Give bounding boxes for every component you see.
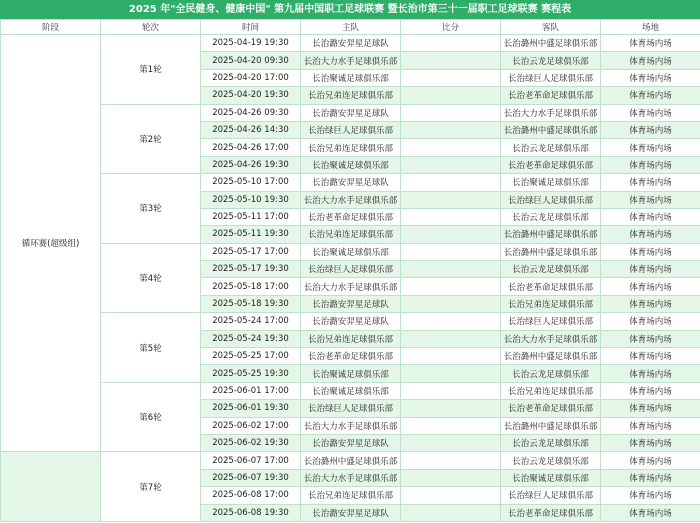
away-team-cell: 长治潞州中盛足球俱乐部 [501, 121, 601, 138]
score-cell [401, 348, 501, 365]
home-team-cell: 长治潞安羿星足球队 [301, 434, 401, 451]
away-team-cell: 长治聚诚足球俱乐部 [501, 174, 601, 191]
away-team-cell: 长治云龙足球俱乐部 [501, 365, 601, 382]
score-cell [401, 156, 501, 173]
score-cell [401, 139, 501, 156]
score-cell [401, 452, 501, 469]
home-team-cell: 长治潞安羿星足球队 [301, 313, 401, 330]
score-cell [401, 365, 501, 382]
round-cell: 第6轮 [101, 382, 201, 452]
table-row [1, 382, 700, 399]
score-cell [401, 208, 501, 225]
time-cell: 2025-04-20 19:30 [201, 87, 301, 104]
venue-cell: 体育场内场 [601, 121, 700, 138]
time-cell: 2025-04-26 14:30 [201, 121, 301, 138]
home-team-cell: 长治聚诚足球俱乐部 [301, 156, 401, 173]
table-row [1, 313, 700, 330]
away-team-cell: 长治绿巨人足球俱乐部 [501, 313, 601, 330]
home-team-cell: 长治兄弟连足球俱乐部 [301, 87, 401, 104]
round-cell: 第2轮 [101, 104, 201, 174]
home-team-cell: 长治潞州中盛足球俱乐部 [301, 452, 401, 469]
stage-cell: 循环赛(超级组) [1, 35, 101, 452]
time-cell: 2025-05-11 17:00 [201, 208, 301, 225]
away-team-cell: 长治老革命足球俱乐部 [501, 400, 601, 417]
venue-cell: 体育场内场 [601, 69, 700, 86]
away-team-cell: 长治云龙足球俱乐部 [501, 261, 601, 278]
venue-cell: 体育场内场 [601, 313, 700, 330]
table-row [1, 174, 700, 191]
score-cell [401, 121, 501, 138]
time-cell: 2025-05-24 19:30 [201, 330, 301, 347]
away-team-cell: 长治老革命足球俱乐部 [501, 504, 601, 521]
score-cell [401, 278, 501, 295]
score-cell [401, 69, 501, 86]
home-team-cell: 长治聚诚足球俱乐部 [301, 382, 401, 399]
home-team-cell: 长治聚诚足球俱乐部 [301, 69, 401, 86]
away-team-cell: 长治绿巨人足球俱乐部 [501, 191, 601, 208]
round-cell: 第5轮 [101, 313, 201, 383]
time-cell: 2025-04-26 19:30 [201, 156, 301, 173]
venue-cell: 体育场内场 [601, 487, 700, 504]
round-cell: 第4轮 [101, 243, 201, 313]
away-team-cell: 长治绿巨人足球俱乐部 [501, 487, 601, 504]
home-team-cell: 长治聚诚足球俱乐部 [301, 243, 401, 260]
score-cell [401, 330, 501, 347]
home-team-cell: 长治潞安羿星足球队 [301, 295, 401, 312]
score-cell [401, 487, 501, 504]
venue-cell: 体育场内场 [601, 348, 700, 365]
time-cell: 2025-06-08 17:00 [201, 487, 301, 504]
away-team-cell: 长治潞州中盛足球俱乐部 [501, 35, 601, 52]
home-team-cell: 长治绿巨人足球俱乐部 [301, 121, 401, 138]
home-team-cell: 长治大力水手足球俱乐部 [301, 417, 401, 434]
venue-cell: 体育场内场 [601, 226, 700, 243]
venue-cell: 体育场内场 [601, 400, 700, 417]
venue-cell: 体育场内场 [601, 382, 700, 399]
time-cell: 2025-05-25 17:00 [201, 348, 301, 365]
away-team-cell: 长治大力水手足球俱乐部 [501, 104, 601, 121]
header-row [1, 20, 700, 35]
table-row [1, 243, 700, 260]
venue-cell: 体育场内场 [601, 191, 700, 208]
venue-cell: 体育场内场 [601, 156, 700, 173]
header-home: 主队 [301, 20, 401, 35]
header-away: 客队 [501, 20, 601, 35]
table-row [1, 35, 700, 52]
away-team-cell: 长治大力水手足球俱乐部 [501, 330, 601, 347]
score-cell [401, 226, 501, 243]
stage-cell-continued [1, 452, 101, 522]
home-team-cell: 长治大力水手足球俱乐部 [301, 191, 401, 208]
score-cell [401, 313, 501, 330]
home-team-cell: 长治兄弟连足球俱乐部 [301, 139, 401, 156]
home-team-cell: 长治兄弟连足球俱乐部 [301, 226, 401, 243]
venue-cell: 体育场内场 [601, 295, 700, 312]
score-cell [401, 382, 501, 399]
venue-cell: 体育场内场 [601, 35, 700, 52]
header-round: 轮次 [101, 20, 201, 35]
time-cell: 2025-06-08 19:30 [201, 504, 301, 521]
venue-cell: 体育场内场 [601, 365, 700, 382]
header-venue: 场地 [601, 20, 700, 35]
home-team-cell: 长治绿巨人足球俱乐部 [301, 261, 401, 278]
away-team-cell: 长治潞州中盛足球俱乐部 [501, 417, 601, 434]
away-team-cell: 长治云龙足球俱乐部 [501, 452, 601, 469]
venue-cell: 体育场内场 [601, 87, 700, 104]
score-cell [401, 434, 501, 451]
home-team-cell: 长治老革命足球俱乐部 [301, 208, 401, 225]
venue-cell: 体育场内场 [601, 243, 700, 260]
time-cell: 2025-05-25 19:30 [201, 365, 301, 382]
score-cell [401, 295, 501, 312]
header-stage: 阶段 [1, 20, 101, 35]
header-time: 时间 [201, 20, 301, 35]
time-cell: 2025-06-01 19:30 [201, 400, 301, 417]
away-team-cell: 长治老革命足球俱乐部 [501, 156, 601, 173]
venue-cell: 体育场内场 [601, 261, 700, 278]
time-cell: 2025-05-18 17:00 [201, 278, 301, 295]
time-cell: 2025-06-07 19:30 [201, 469, 301, 486]
time-cell: 2025-05-11 19:30 [201, 226, 301, 243]
venue-cell: 体育场内场 [601, 330, 700, 347]
time-cell: 2025-05-17 19:30 [201, 261, 301, 278]
round-cell: 第3轮 [101, 174, 201, 244]
home-team-cell: 长治兄弟连足球俱乐部 [301, 330, 401, 347]
score-cell [401, 174, 501, 191]
schedule-table [0, 19, 700, 522]
time-cell: 2025-06-02 19:30 [201, 434, 301, 451]
header-score: 比分 [401, 20, 501, 35]
score-cell [401, 417, 501, 434]
away-team-cell: 长治潞州中盛足球俱乐部 [501, 226, 601, 243]
schedule-body [1, 35, 700, 522]
score-cell [401, 87, 501, 104]
venue-cell: 体育场内场 [601, 434, 700, 451]
venue-cell: 体育场内场 [601, 469, 700, 486]
score-cell [401, 191, 501, 208]
away-team-cell: 长治老革命足球俱乐部 [501, 278, 601, 295]
time-cell: 2025-05-24 17:00 [201, 313, 301, 330]
away-team-cell: 长治兄弟连足球俱乐部 [501, 382, 601, 399]
time-cell: 2025-04-19 19:30 [201, 35, 301, 52]
table-row [1, 452, 700, 469]
score-cell [401, 504, 501, 521]
home-team-cell: 长治潞安羿星足球队 [301, 174, 401, 191]
away-team-cell: 长治潞州中盛足球俱乐部 [501, 243, 601, 260]
home-team-cell: 长治大力水手足球俱乐部 [301, 469, 401, 486]
home-team-cell: 长治绿巨人足球俱乐部 [301, 400, 401, 417]
time-cell: 2025-04-20 17:00 [201, 69, 301, 86]
table-row [1, 104, 700, 121]
home-team-cell: 长治老革命足球俱乐部 [301, 348, 401, 365]
away-team-cell: 长治云龙足球俱乐部 [501, 139, 601, 156]
time-cell: 2025-05-10 17:00 [201, 174, 301, 191]
home-team-cell: 长治潞安羿星足球队 [301, 35, 401, 52]
away-team-cell: 长治兄弟连足球俱乐部 [501, 295, 601, 312]
time-cell: 2025-06-02 17:00 [201, 417, 301, 434]
venue-cell: 体育场内场 [601, 452, 700, 469]
home-team-cell: 长治潞安羿星足球队 [301, 104, 401, 121]
home-team-cell: 长治大力水手足球俱乐部 [301, 52, 401, 69]
home-team-cell: 长治聚诚足球俱乐部 [301, 365, 401, 382]
venue-cell: 体育场内场 [601, 104, 700, 121]
round-cell: 第1轮 [101, 35, 201, 105]
home-team-cell: 长治潞安羿星足球队 [301, 504, 401, 521]
time-cell: 2025-04-26 09:30 [201, 104, 301, 121]
schedule-title: 2025 年"全民健身、健康中国" 第九届中国职工足球联赛 暨长治市第三十一届职工足球联赛 赛程表 [0, 0, 700, 19]
venue-cell: 体育场内场 [601, 174, 700, 191]
venue-cell: 体育场内场 [601, 278, 700, 295]
round-cell: 第7轮 [101, 452, 201, 522]
time-cell: 2025-06-07 17:00 [201, 452, 301, 469]
away-team-cell: 长治云龙足球俱乐部 [501, 434, 601, 451]
time-cell: 2025-05-10 19:30 [201, 191, 301, 208]
score-cell [401, 52, 501, 69]
score-cell [401, 104, 501, 121]
time-cell: 2025-05-17 17:00 [201, 243, 301, 260]
score-cell [401, 35, 501, 52]
score-cell [401, 469, 501, 486]
away-team-cell: 长治云龙足球俱乐部 [501, 208, 601, 225]
away-team-cell: 长治潞州中盛足球俱乐部 [501, 348, 601, 365]
score-cell [401, 243, 501, 260]
away-team-cell: 长治老革命足球俱乐部 [501, 87, 601, 104]
venue-cell: 体育场内场 [601, 504, 700, 521]
away-team-cell: 长治聚诚足球俱乐部 [501, 469, 601, 486]
time-cell: 2025-05-18 19:30 [201, 295, 301, 312]
time-cell: 2025-04-26 17:00 [201, 139, 301, 156]
time-cell: 2025-04-20 09:30 [201, 52, 301, 69]
venue-cell: 体育场内场 [601, 52, 700, 69]
venue-cell: 体育场内场 [601, 208, 700, 225]
venue-cell: 体育场内场 [601, 417, 700, 434]
home-team-cell: 长治兄弟连足球俱乐部 [301, 487, 401, 504]
away-team-cell: 长治绿巨人足球俱乐部 [501, 69, 601, 86]
away-team-cell: 长治云龙足球俱乐部 [501, 52, 601, 69]
time-cell: 2025-06-01 17:00 [201, 382, 301, 399]
score-cell [401, 400, 501, 417]
home-team-cell: 长治大力水手足球俱乐部 [301, 278, 401, 295]
score-cell [401, 261, 501, 278]
venue-cell: 体育场内场 [601, 139, 700, 156]
